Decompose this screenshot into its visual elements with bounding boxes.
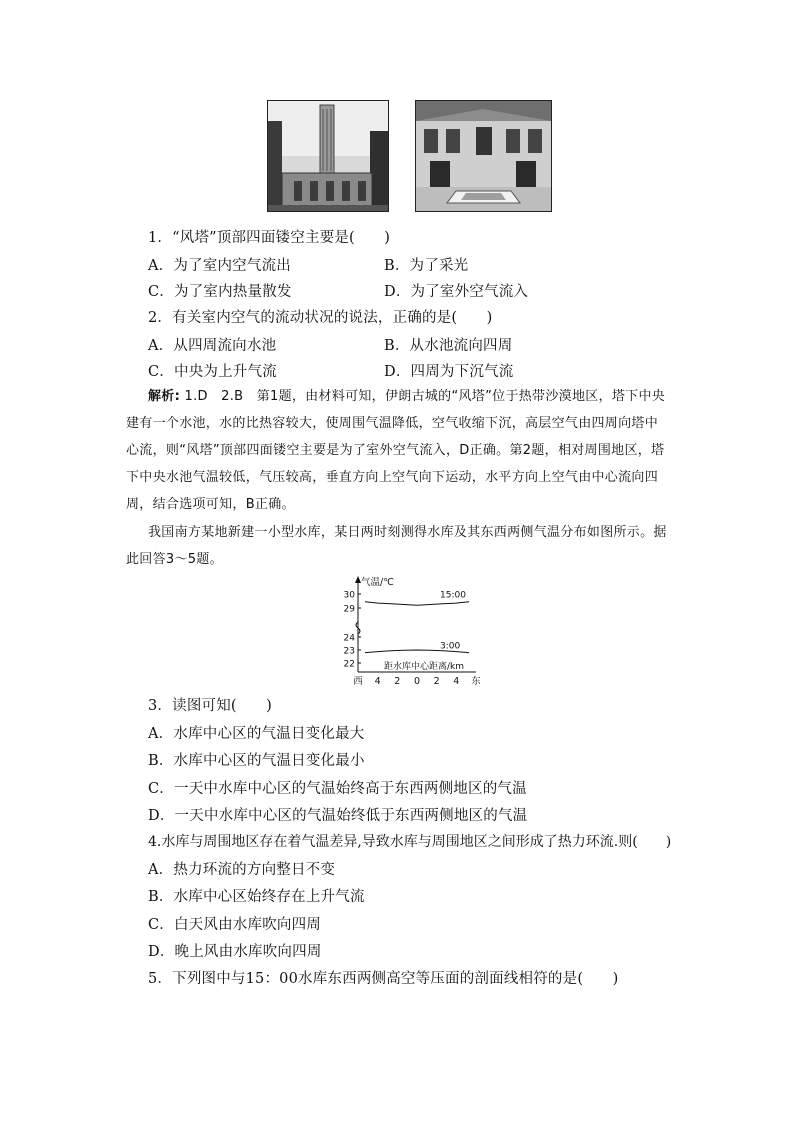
q3-option-b: B．水库中心区的气温日变化最小 (148, 753, 365, 769)
q3-option-c: C．一天中水库中心区的气温始终高于东西两侧地区的气温 (148, 781, 527, 797)
temperature-chart (340, 574, 490, 686)
q5-stem: 5．下列图中与15：00水库东西两侧高空等压面的剖面线相符的是( ) (148, 971, 619, 987)
q2-option-a: A．从四周流向水池 (148, 338, 277, 354)
courtyard-pool-photo-icon (416, 101, 551, 211)
explanation (126, 383, 671, 518)
y-tick-label: 29 (343, 604, 355, 615)
material-intro-text: 我国南方某地新建一小型水库，某日两时刻测得水库及其东西两侧气温分布如图所示。据此回答3～5题。 (126, 525, 667, 567)
series-label: 3:00 (440, 641, 461, 652)
x-tick-label: 2 (433, 676, 440, 686)
q3-option-d: D．一天中水库中心区的气温始终低于东西两侧地区的气温 (148, 808, 528, 824)
y-tick-label: 24 (343, 633, 355, 644)
q1-option-c: C．为了室内热量散发 (148, 284, 292, 300)
explanation-label: 解析: (148, 389, 181, 404)
q2-option-b: B．从水池流向四周 (384, 338, 513, 354)
q4-option-c: C．白天风由水库吹向四周 (148, 917, 321, 933)
series-line-1500 (365, 602, 469, 606)
q1-option-b: B．为了采光 (384, 258, 469, 274)
material-intro (126, 519, 671, 573)
x-tick-label: 东 (471, 676, 481, 686)
q3-stem: 3．读图可知( ) (148, 698, 273, 714)
q2-option-d: D．四周为下沉气流 (384, 364, 514, 380)
courtyard-pool-photo (415, 100, 552, 212)
q4-option-b: B．水库中心区始终存在上升气流 (148, 889, 365, 905)
q4-option-d: D．晚上风由水库吹向四周 (148, 944, 322, 960)
y-tick-label: 22 (343, 659, 355, 670)
q4-stem: 4.水库与周围地区存在着气温差异,导致水库与周围地区之间形成了热力环流.则( ) (148, 834, 672, 850)
q3-option-a: A．水库中心区的气温日变化最大 (148, 726, 365, 742)
x-tick-label: 2 (394, 676, 401, 686)
q1-stem: 1．“风塔”顶部四面镂空主要是( ) (148, 230, 391, 246)
wind-tower-photo (267, 100, 389, 212)
q1-option-a: A．为了室内空气流出 (148, 258, 291, 274)
explanation-answers: 1.D 2.B (184, 389, 244, 404)
y-axis-label: 气温/℃ (361, 577, 394, 588)
x-tick-label: 4 (374, 676, 381, 686)
x-tick-label: 0 (413, 676, 421, 686)
q1-option-d: D．为了室外空气流入 (384, 284, 529, 300)
x-tick-label: 4 (453, 676, 460, 686)
q2-option-c: C．中央为上升气流 (148, 364, 277, 380)
explanation-body: 第1题，由材料可知，伊朗古城的“风塔”位于热带沙漠地区，塔下中央建有一个水池，水的比热容较大，使周围气温降低，空气收缩下沉，高层空气由四周向塔中心流，则“风塔”顶部四面镂空主要是为了室外空气流入，D正确。第2题，相对周围地区，塔下中央水池气温较低，气压较高，垂直方向上空气向下运动，水平方向上空气由中心流向四周，结合选项可知，B正确。 (126, 389, 666, 512)
q2-stem: 2．有关室内空气的流动状况的说法，正确的是( ) (148, 310, 493, 326)
wind-tower-photo-icon (268, 101, 388, 211)
x-axis-label: 距水库中心距离/km (384, 662, 465, 672)
q4-option-a: A．热力环流的方向整日不变 (148, 862, 336, 878)
y-tick-label: 30 (343, 590, 355, 601)
series-label: 15:00 (440, 590, 466, 601)
y-tick-label: 23 (343, 646, 355, 657)
x-tick-label: 西 (353, 676, 363, 686)
